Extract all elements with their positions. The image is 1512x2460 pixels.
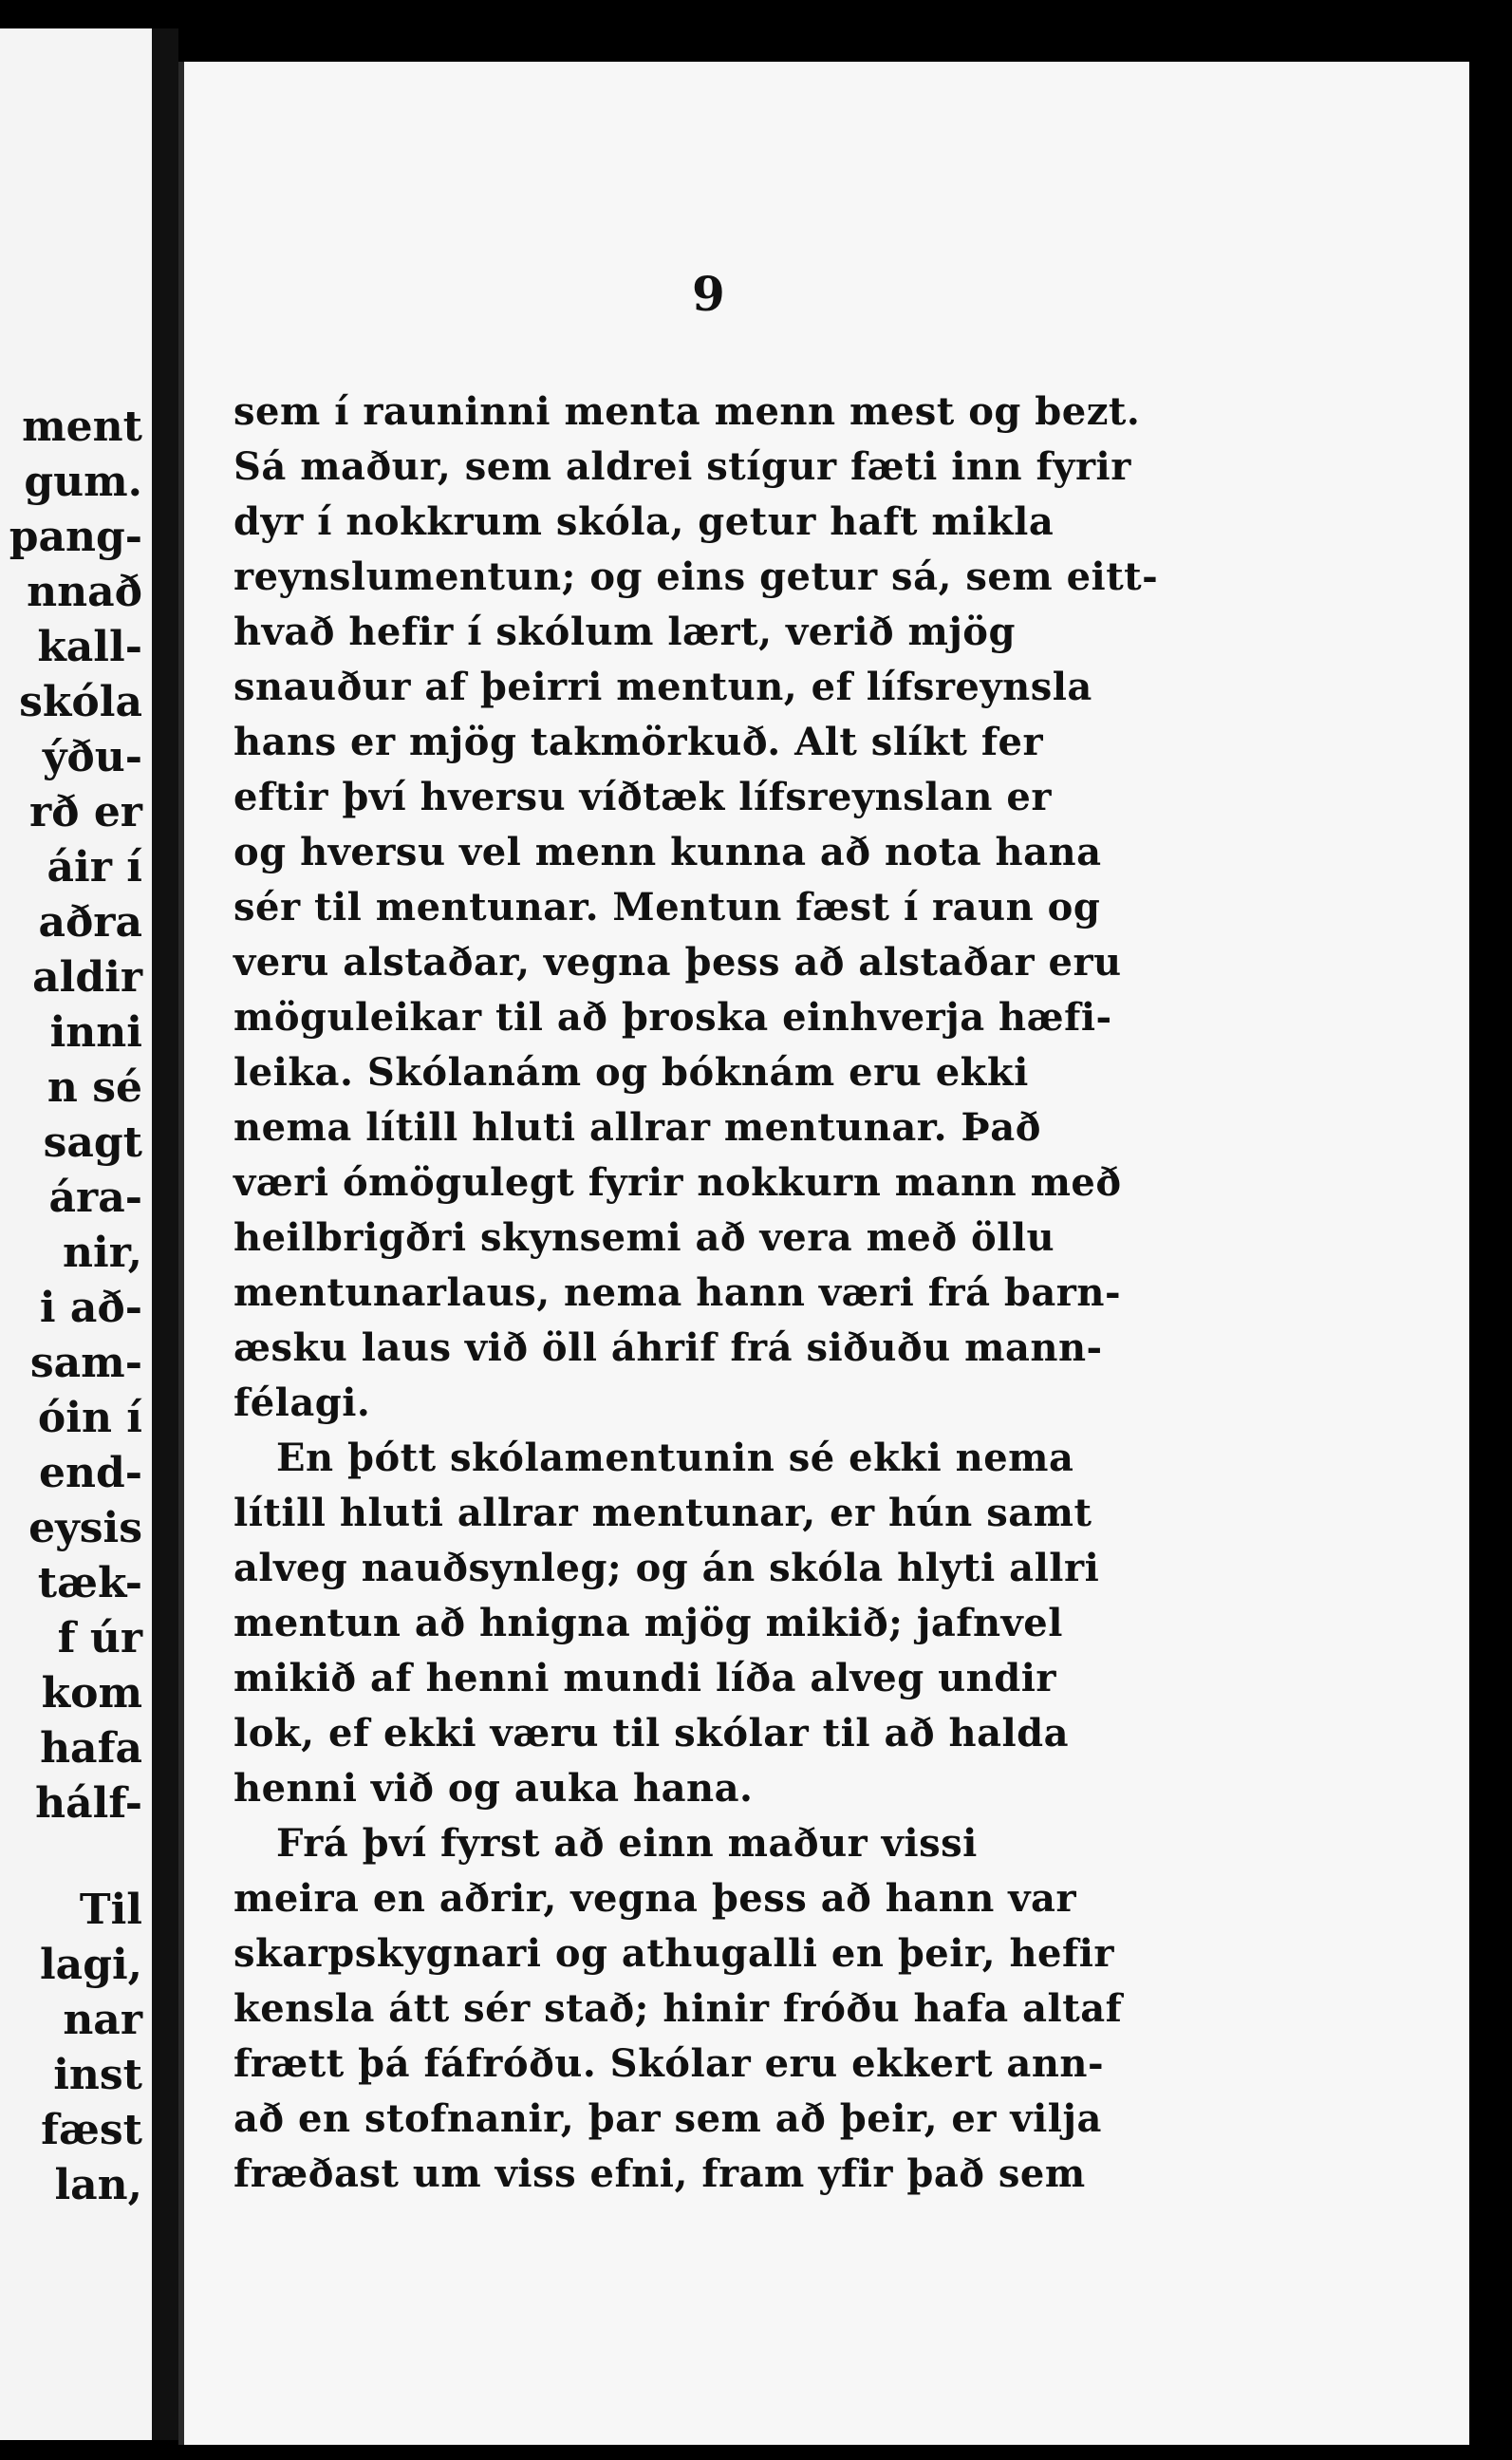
adjacent-page-word: kom (41, 1669, 142, 1718)
adjacent-page-word: hálf- (35, 1779, 142, 1828)
text-line: leika. Skólanám og bóknám eru ekki (233, 1050, 1029, 1095)
adjacent-page-word: áir í (47, 843, 142, 892)
text-line: hvað hefir í skólum lært, verið mjög (233, 610, 1016, 654)
text-line: eftir því hversu víðtæk lífsreynslan er (233, 775, 1052, 819)
book-page (178, 62, 1475, 2445)
text-line: skarpskygnari og athugalli en þeir, hefir (233, 1931, 1114, 1976)
adjacent-page-word: eysis (28, 1504, 142, 1552)
text-line: væri ómögulegt fyrir nokkurn mann með (233, 1160, 1122, 1205)
text-line: frætt þá fáfróðu. Skólar eru ekkert ann- (233, 2041, 1105, 2086)
page-body-text (233, 385, 1221, 2202)
text-line: að en stofnanir, þar sem að þeir, er vilja (233, 2096, 1102, 2141)
text-line: kensla átt sér stað; hinir fróðu hafa altaf (233, 1986, 1123, 2031)
text-line: dyr í nokkrum skóla, getur haft mikla (233, 499, 1055, 544)
book-gutter (152, 28, 178, 2440)
adjacent-page-word: aðra (38, 898, 142, 947)
adjacent-page-word: tæk- (37, 1559, 142, 1607)
text-line: alveg nauðsynleg; og án skóla hlyti allri (233, 1546, 1100, 1590)
adjacent-page-word: pang- (9, 513, 142, 561)
text-line: félagi. (233, 1380, 371, 1425)
text-line: möguleikar til að þroska einhverja hæfi- (233, 995, 1112, 1040)
text-line: lok, ef ekki væru til skólar til að halda (233, 1711, 1070, 1756)
adjacent-page-fragment (0, 28, 152, 2440)
text-line: heilbrigðri skynsemi að vera með öllu (233, 1215, 1055, 1260)
adjacent-page-word: i að- (39, 1284, 142, 1332)
adjacent-page-word: hafa (40, 1724, 142, 1773)
adjacent-page-word: nir, (62, 1229, 142, 1277)
text-line: mikið af henni mundi líða alveg undir (233, 1656, 1056, 1700)
adjacent-page-word: Til (79, 1886, 142, 1934)
adjacent-page-word: rð er (28, 788, 142, 836)
scan-border (1469, 62, 1512, 2445)
adjacent-page-word: n sé (47, 1063, 142, 1112)
text-line: mentunarlaus, nema hann væri frá barn- (233, 1270, 1122, 1315)
text-line: snauður af þeirri mentun, ef lífsreynsla (233, 665, 1092, 709)
adjacent-page-word: nar (63, 1996, 142, 2044)
text-line: Sá maður, sem aldrei stígur fæti inn fyrir (233, 444, 1131, 489)
adjacent-page-word: f úr (57, 1614, 142, 1662)
adjacent-page-word: ýðu- (42, 733, 142, 781)
adjacent-page-word: lagi, (39, 1941, 142, 1989)
text-line: lítill hluti allrar mentunar, er hún samt (233, 1491, 1092, 1535)
adjacent-page-word: gum. (24, 458, 142, 506)
text-line: veru alstaðar, vegna þess að alstaðar eru (233, 940, 1122, 985)
adjacent-page-word: aldir (32, 953, 142, 1002)
text-line: æsku laus við öll áhrif frá siðuðu mann- (233, 1325, 1103, 1370)
text-line: nema lítill hluti allrar mentunar. Það (233, 1105, 1041, 1150)
page-number: 9 (692, 266, 725, 322)
text-line: Frá því fyrst að einn maður vissi (276, 1821, 978, 1866)
text-line: og hversu vel menn kunna að nota hana (233, 830, 1102, 874)
text-line: sér til mentunar. Mentun fæst í raun og (233, 885, 1101, 930)
adjacent-page-word: skóla (19, 678, 142, 726)
text-line: fræðast um viss efni, fram yfir það sem (233, 2151, 1086, 2196)
adjacent-page-word: ment (22, 403, 142, 451)
text-line: henni við og auka hana. (233, 1766, 754, 1811)
adjacent-page-word: lan, (54, 2161, 142, 2209)
text-line: mentun að hnigna mjög mikið; jafnvel (233, 1601, 1063, 1645)
adjacent-page-word: sam- (29, 1339, 142, 1387)
adjacent-page-word: inni (49, 1008, 142, 1057)
adjacent-page-word: inst (53, 2051, 142, 2099)
adjacent-page-word: nnað (27, 568, 142, 616)
adjacent-page-word: sagt (43, 1118, 142, 1167)
text-line: reynslumentun; og eins getur sá, sem eitt- (233, 554, 1159, 599)
text-line: meira en aðrir, vegna þess að hann var (233, 1876, 1077, 1921)
adjacent-page-word: ára- (48, 1174, 142, 1222)
adjacent-page-word: end- (38, 1449, 142, 1497)
text-line: hans er mjög takmörkuð. Alt slíkt fer (233, 720, 1044, 764)
text-line: En þótt skólamentunin sé ekki nema (276, 1436, 1074, 1480)
text-line: sem í rauninni menta menn mest og bezt. (233, 389, 1141, 434)
adjacent-page-word: fæst (41, 2106, 142, 2154)
adjacent-page-word: kall- (37, 623, 142, 671)
adjacent-page-word: óin í (37, 1394, 142, 1442)
